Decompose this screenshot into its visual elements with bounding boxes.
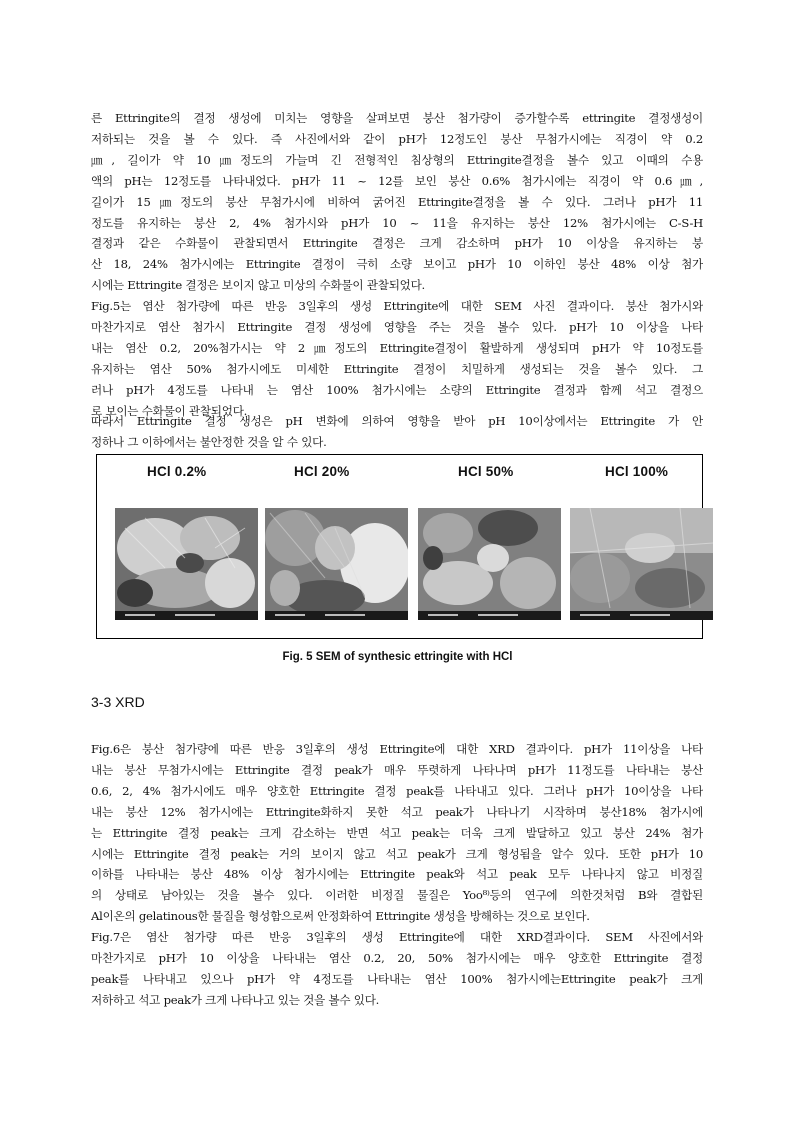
text-line: 시에는 Ettringite 결정은 보이지 않고 미상의 수화물이 관찰되었다. xyxy=(91,278,425,293)
text-line: ㎛, 길이가 약 10㎛정도의 가늘며 긴 전형적인 침상형의 Ettringite결정을 볼수 있고 이때의 수용 xyxy=(91,152,703,167)
text-line: Fig.6은 붕산 첨가량에 따른 반응 3일후의 생성 Ettringite에 대한 XRD 결과이다. pH가 11이상을 나타 xyxy=(91,742,703,756)
text-line: 의 상태로 남아있는 것을 볼수 있다. 이러한 비정질 물질은 Yoo⁸⁾등의 연구에 의한것처럼 B와 결합된 xyxy=(91,888,703,903)
text-line: 저하되는 것을 볼 수 있다. 즉 사진에서와 같이 pH가 12정도인 붕산 무첨가시에는 직경이 약 0.2 xyxy=(91,131,703,146)
text-line: 따라서 Ettringite 결정 생성은 pH 변화에 의하여 영향을 받아 pH 10이상에서는 Ettringite 가 안 xyxy=(91,414,703,428)
figure-5-caption: Fig. 5 SEM of synthesic ettringite with HCl xyxy=(282,651,513,663)
text-line: 른 Ettringite의 결정 생성에 미치는 영향을 살펴보면 붕산 첨가량이 증가할수록 ettringite 결정생성이 xyxy=(91,111,703,125)
figure-5-frame xyxy=(96,454,703,639)
text-line: 시에는 Ettringite 결정 peak는 거의 보이지 않고 석고 peak가 크게 형성됨을 알수 있다. 또한 pH가 10 xyxy=(91,846,703,861)
section-heading-xrd: 3-3 XRD xyxy=(91,694,145,710)
text-line: 액의 pH는 12정도를 나타내었다. pH가 11 ~ 12를 보인 붕산 0.6% 첨가시에는 직경이 약 0.6㎛, xyxy=(91,173,703,188)
text-line: 내는 붕산 무첨가시에는 Ettringite 결정 peak가 매우 뚜렷하게 나타나며 pH가 11정도를 나타내는 붕산 xyxy=(91,762,703,777)
text-line: 는 Ettringite 결정 peak는 크게 감소하는 반면 석고 peak는 더욱 크게 발달하고 있고 붕산 24% 첨가 xyxy=(91,825,703,840)
text-line: 유지하는 염산 50% 첨가시에도 미세한 Ettringite 결정이 치밀하게 생성되는 것을 볼수 있다. 그 xyxy=(91,361,703,376)
text-line: 정하나 그 이하에서는 불안정한 것을 알 수 있다. xyxy=(91,434,327,449)
sem-image-hcl-0-2 xyxy=(115,508,258,620)
paragraph-boric-acid-xrd xyxy=(91,739,703,927)
text-line: 저하하고 석고 peak가 크게 나타나고 있는 것을 볼수 있다. xyxy=(91,992,380,1007)
paragraph-conclusion xyxy=(91,411,703,453)
figure-label-hcl-100: HCl 100% xyxy=(605,464,669,479)
text-line: 내는 염산 0.2, 20%첨가시는 약 2㎛정도의 Ettringite결정이 활발하게 생성되며 pH가 약 10정도를 xyxy=(91,340,703,355)
paragraph-hcl-xrd xyxy=(91,927,703,1011)
paragraph-hcl-sem xyxy=(91,296,703,421)
text-line: 결정과 같은 수화물이 관찰되면서 Ettringite 결정은 크게 감소하며 pH가 10 이상을 유지하는 붕 xyxy=(91,236,703,251)
figure-label-hcl-50: HCl 50% xyxy=(458,464,514,479)
text-line: peak를 나타내고 있으나 pH가 약 4정도를 나타내는 염산 100% 첨가시에는Ettringite peak가 크게 xyxy=(91,971,703,986)
text-line: 마찬가지로 염산 첨가시 Ettringite 결정 생성에 영향을 주는 것을 볼수 있다. pH가 10 이상을 나타 xyxy=(91,319,703,334)
sem-image-hcl-100 xyxy=(570,508,713,620)
text-line: 이하를 나타내는 붕산 48% 이상 첨가시에는 Ettringite peak와 석고 peak 모두 나타나지 않고 비정질 xyxy=(91,867,703,882)
text-line: 0.6, 2, 4% 첨가시에도 매우 양호한 Ettringite 결정 peak를 나타내고 있다. 그러나 pH가 10이상을 나타 xyxy=(91,783,703,798)
figure-label-hcl-20: HCl 20% xyxy=(294,464,350,479)
sem-image-hcl-50 xyxy=(418,508,561,620)
text-line: 산 18, 24% 첨가시에는 Ettringite 결정이 극히 소량 보이고 pH가 10 이하인 붕산 48% 이상 첨가 xyxy=(91,257,703,272)
paragraph-boric-acid-sem xyxy=(91,108,703,296)
text-line: 마찬가지로 pH가 10 이상을 나타내는 염산 0.2, 20, 50% 첨가시에는 매우 양호한 Ettringite 결정 xyxy=(91,950,703,965)
text-line: 정도를 유지하는 붕산 2, 4% 첨가시와 pH가 10 ~ 11을 유지하는 붕산 12% 첨가시에는 C-S-H xyxy=(91,215,703,230)
text-line: Fig.7은 염산 첨가량 따른 반응 3일후의 생성 Ettringite에 대한 XRD결과이다. SEM 사진에서와 xyxy=(91,930,703,944)
text-line: 내는 붕산 12% 첨가시에는 Ettringite화하지 못한 석고 peak가 나타나기 시작하며 붕산18% 첨가시에 xyxy=(91,804,703,819)
text-line: Al이온의 gelatinous한 물질을 형성함으로써 안정화하여 Ettringite 생성을 방해하는 것으로 보인다. xyxy=(91,909,590,924)
sem-image-hcl-20 xyxy=(265,508,408,620)
figure-label-hcl-0-2: HCl 0.2% xyxy=(147,464,207,479)
text-line: 러나 pH가 4정도를 나타내 는 염산 100% 첨가시에는 소량의 Ettringite 결정과 함께 석고 결정으 xyxy=(91,382,703,397)
text-line: Fig.5는 염산 첨가량에 따른 반응 3일후의 생성 Ettringite에 대한 SEM 사진 결과이다. 붕산 첨가시와 xyxy=(91,299,703,313)
text-line: 로 보이는 수화물이 관찰되었다. xyxy=(91,403,248,418)
text-line: 길이가 15㎛정도의 붕산 무첨가시에 비하여 굵어진 Ettringite결정을 볼 수 있다. 그러나 pH가 11 xyxy=(91,194,703,209)
